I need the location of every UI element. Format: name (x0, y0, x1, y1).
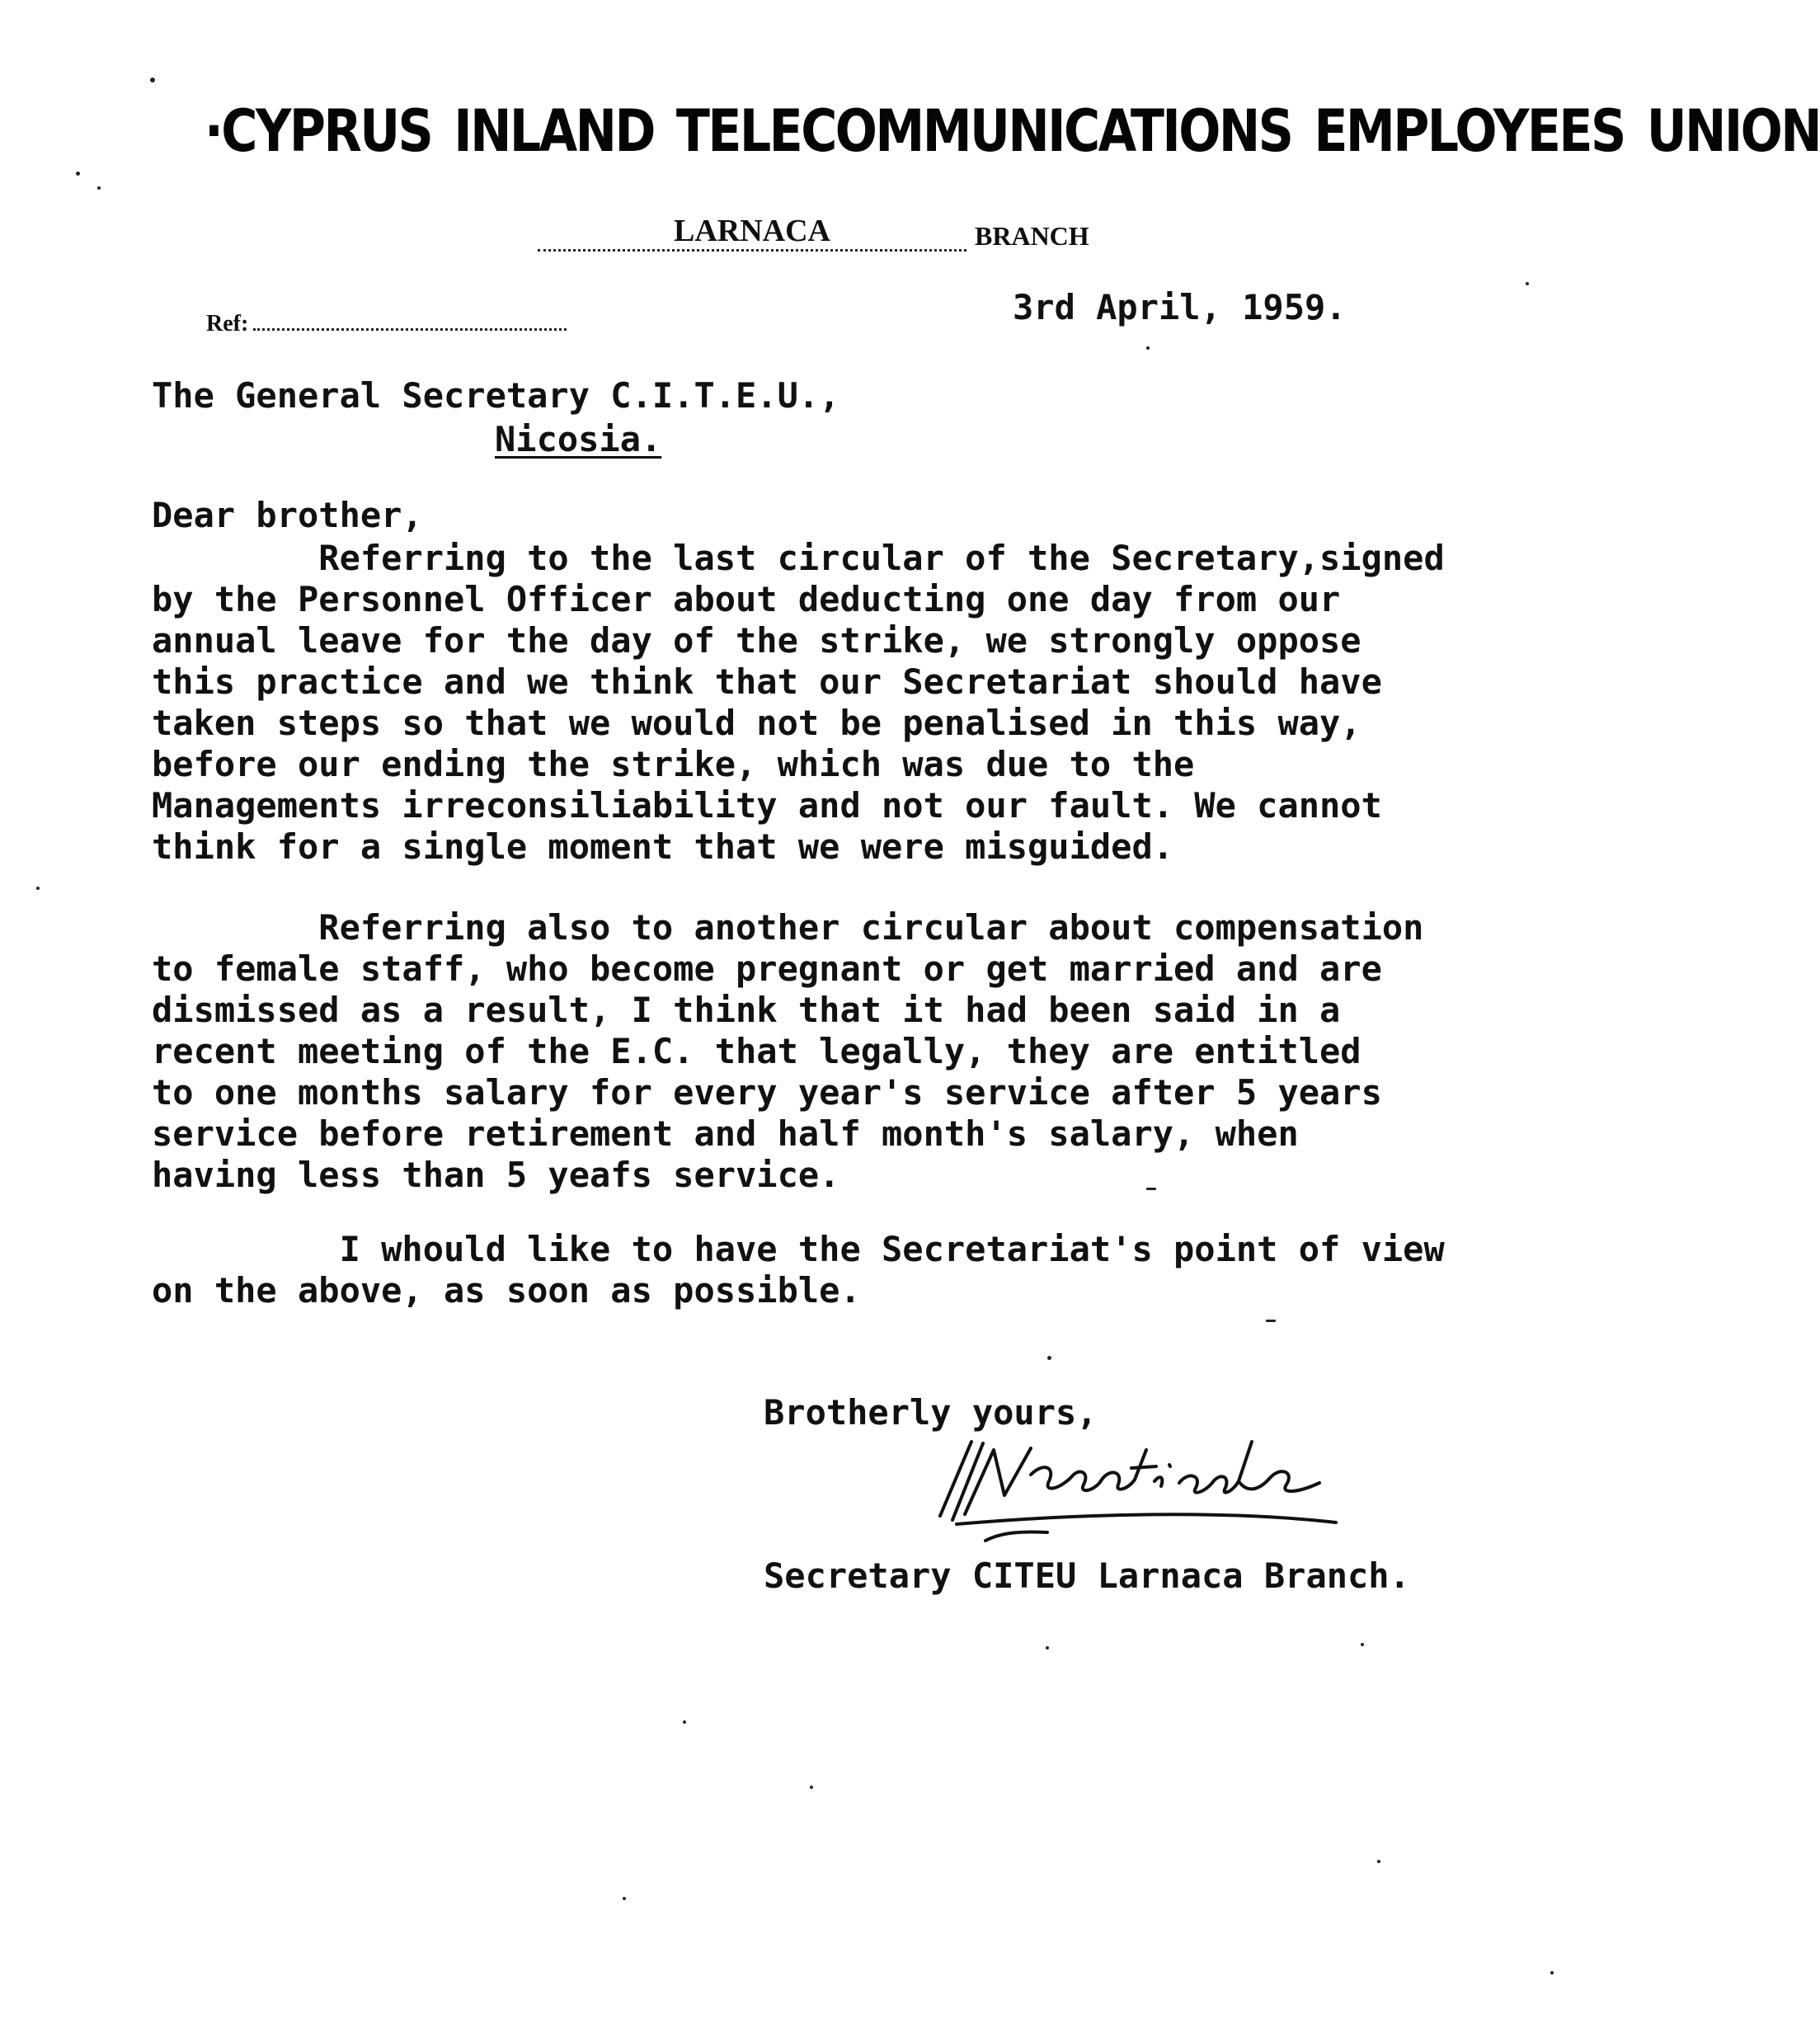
letter-date: 3rd April, 1959. (1013, 287, 1347, 327)
scan-speck (623, 1897, 626, 1900)
scan-speck (1377, 1860, 1380, 1863)
scan-speck (1266, 1320, 1276, 1322)
scan-speck (1361, 1643, 1364, 1646)
scan-speck (97, 186, 101, 190)
scan-speck (36, 887, 40, 890)
body-paragraph-3: I whould like to have the Secretariat's point of view on the above, as soon as possible. (152, 1229, 1445, 1311)
salutation: Dear brother, (152, 495, 423, 535)
body-paragraph-1: Referring to the last circular of the Secretary,signed by the Personnel Officer about deducting one day from our annual leave for the day of the strike, we strongly oppose this practice and we think that our Secretariat should have taken steps so that we would not be penalised in this way, before our ending the strike, which was due to the Managements irreconsiliability and not our fault. We cannot think for a single moment that we were misguided. (152, 538, 1445, 867)
branch-label: BRANCH (975, 221, 1089, 251)
body-paragraph-2: Referring also to another circular about compensation to female staff, who become pregnant or get married and are dismissed as a result, I think that it had been said in a recent meeting of the E.C. that legally, they are entitled to one months salary for every year's service after 5 years service before retirement and half month's salary, when having less than 5 yeafs service. (152, 907, 1424, 1195)
recipient-city: Nicosia. (495, 419, 662, 459)
scan-speck (683, 1720, 686, 1724)
scan-speck (1046, 1646, 1049, 1649)
recipient-line-1: The General Secretary C.I.T.E.U., (152, 375, 840, 416)
ref-label: Ref: (206, 311, 249, 336)
branch-name: LARNACA (538, 213, 966, 252)
closing: Brotherly yours, (764, 1392, 1098, 1433)
scan-speck (1146, 1188, 1156, 1190)
scan-speck (1550, 1971, 1554, 1974)
ref-line (206, 307, 567, 337)
scan-speck (1146, 346, 1150, 350)
ref-field-blank (253, 307, 567, 331)
scan-speck (150, 78, 155, 82)
branch-line (538, 213, 1089, 252)
signature-title: Secretary CITEU Larnaca Branch. (764, 1555, 1410, 1596)
scan-speck (810, 1786, 813, 1789)
scan-speck (76, 172, 80, 176)
letterhead-union-name: ·CYPRUS INLAND TELECOMMUNICATIONS EMPLOYEES UNION (205, 97, 1820, 165)
scan-speck (1526, 282, 1529, 285)
handwritten-signature (907, 1417, 1336, 1549)
scan-speck (1047, 1356, 1051, 1360)
